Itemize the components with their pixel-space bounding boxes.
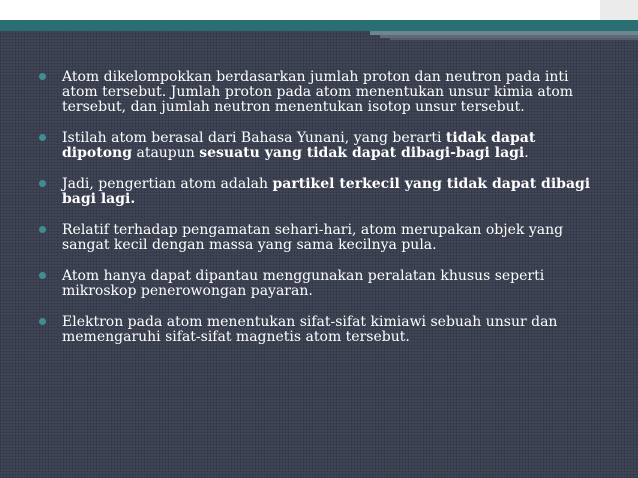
bullet-text — [62, 130, 535, 161]
bullet-item — [36, 131, 596, 161]
bullet-text — [62, 314, 557, 345]
accent-shadow-bar — [390, 38, 638, 40]
bullet-text — [62, 176, 590, 207]
bullet-dot-icon — [39, 272, 46, 279]
bullet-item — [36, 70, 596, 115]
bullet-text — [62, 69, 573, 115]
top-band-highlight — [0, 0, 600, 20]
bullet-list — [36, 70, 596, 361]
text-segment: Atom hanya dapat dipantau menggunakan peralatan khusus seperti mikroskop penerowongan payaran. — [62, 268, 545, 299]
bullet-dot-icon — [39, 180, 46, 187]
bullet-text — [62, 222, 563, 253]
text-segment: ataupun — [132, 145, 200, 161]
bullet-dot-icon — [39, 226, 46, 233]
bullet-item — [36, 223, 596, 253]
text-segment: Elektron pada atom menentukan sifat-sifat kimiawi sebuah unsur dan memengaruhi sifat-sifat magnetis atom tersebut. — [62, 314, 558, 345]
bullet-dot-icon — [39, 318, 46, 325]
bold-text-segment: tidak dapat dipotong — [62, 130, 536, 161]
text-segment: Atom dikelompokkan berdasarkan jumlah proton dan neutron pada inti atom tersebut. Jumlah proton pada atom menentukan unsur kimia atom tersebut, dan jumlah neutron menentukan isotop unsur tersebut. — [62, 69, 574, 115]
bullet-item — [36, 177, 596, 207]
text-segment: Istilah atom berasal dari Bahasa Yunani, yang berarti — [62, 130, 446, 146]
bold-text-segment: sesuatu yang tidak dapat dibagi-bagi lagi — [199, 145, 525, 161]
bullet-text — [62, 268, 544, 299]
bullet-dot-icon — [39, 134, 46, 141]
bullet-dot-icon — [39, 73, 46, 80]
bold-text-segment: partikel terkecil yang tidak dapat dibagi bagi lagi. — [62, 176, 591, 207]
text-segment: Relatif terhadap pengamatan sehari-hari, atom merupakan objek yang sangat kecil dengan massa yang sama kecilnya pula. — [62, 222, 564, 253]
text-segment: . — [524, 145, 529, 161]
bullet-item — [36, 269, 596, 299]
text-segment: Jadi, pengertian atom adalah — [62, 176, 273, 192]
bullet-item — [36, 315, 596, 345]
accent-stripe — [0, 20, 638, 31]
